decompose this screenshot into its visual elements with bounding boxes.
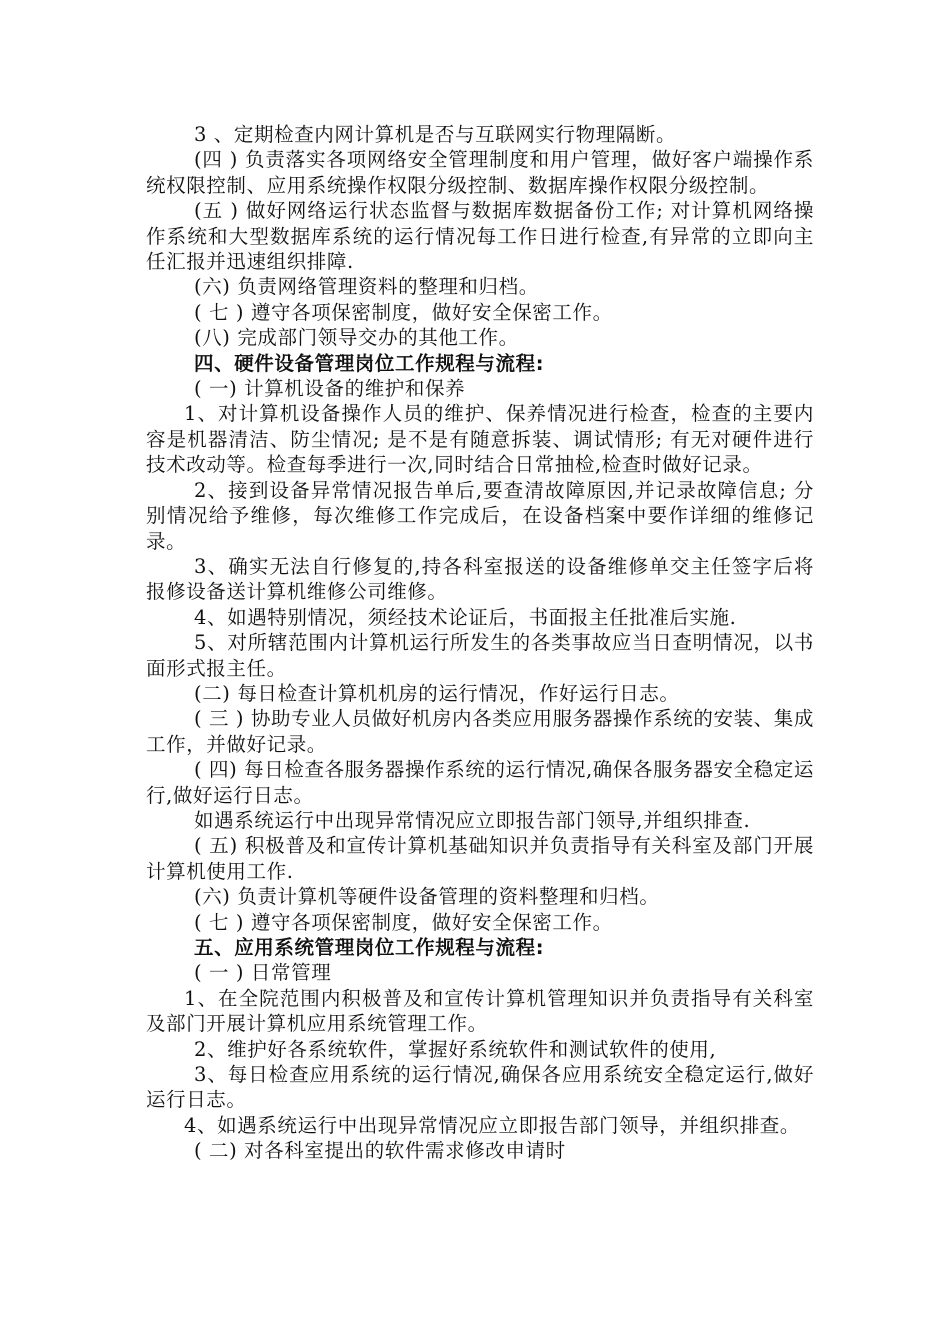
paragraph: ( 五) 积极普及和宣传计算机基础知识并负责指导有关科室及部门开展计算机使用工作. [146, 834, 814, 883]
paragraph: 2、接到设备异常情况报告单后,要查清故障原因,并记录故障信息; 分别情况给予维修，每次维修工作完成后，在设备档案中要作详细的维修记录。 [146, 478, 814, 553]
paragraph: (八) 完成部门领导交办的其他工作。 [194, 326, 519, 350]
paragraph: (六) 负责网络管理资料的整理和归档。 [194, 275, 539, 299]
paragraph: 4、如遇特别情况，须经技术论证后，书面报主任批准后实施. [194, 605, 737, 629]
subsection-heading: ( 二) 对各科室提出的软件需求修改申请时 [194, 1139, 566, 1163]
paragraph: (六) 负责计算机等硬件设备管理的资料整理和归档。 [194, 885, 660, 909]
paragraph: 3 、定期检查内网计算机是否与互联网实行物理隔断。 [194, 123, 677, 146]
paragraph: (五 ) 做好网络运行状态监督与数据库数据备份工作; 对计算机网络操作系统和大型数据库系统的运行情况每工作日进行检查,有异常的立即向主任汇报并迅速组织排障. [146, 199, 814, 274]
paragraph: 1、在全院范围内积极普及和宣传计算机管理知识并负责指导有关科室及部门开展计算机应用系统管理工作。 [146, 986, 814, 1036]
paragraph: ( 四) 每日检查各服务器操作系统的运行情况,确保各服务器安全稳定运行,做好运行日志。 [146, 758, 814, 807]
paragraph: 5、对所辖范围内计算机运行所发生的各类事故应当日查明情况，以书面形式报主任。 [146, 631, 814, 680]
paragraph: 如遇系统运行中出现异常情况应立即报告部门领导,并组织排查. [194, 808, 751, 832]
paragraph: ( 三 ) 协助专业人员做好机房内各类应用服务器操作系统的安装、集成工作，并做好记录。 [146, 707, 814, 756]
paragraph: 2、维护好各系统软件，掌握好系统软件和测试软件的使用, [194, 1037, 717, 1061]
section-heading: 五、应用系统管理岗位工作规程与流程: [194, 936, 545, 959]
paragraph: 1、对计算机设备操作人员的维护、保养情况进行检查，检查的主要内容是机器清洁、防尘情况; 是不是有随意拆装、调试情形; 有无对硬件进行技术改动等。检查每季进行一次,同时结合日常抽检,检查时做好记录。 [146, 402, 814, 477]
paragraph: (二) 每日检查计算机机房的运行情况，作好运行日志。 [194, 681, 680, 705]
document-body [146, 122, 814, 1164]
paragraph: 3、确实无法自行修复的,持各科室报送的设备维修单交主任签字后将报修设备送计算机维修公司维修。 [146, 554, 814, 604]
section-heading: 四、硬件设备管理岗位工作规程与流程: [194, 351, 545, 375]
paragraph: 3、每日检查应用系统的运行情况,确保各应用系统安全稳定运行,做好运行日志。 [146, 1063, 814, 1112]
paragraph: (四 ) 负责落实各项网络安全管理制度和用户管理，做好客户端操作系统权限控制、应用系统操作权限分级控制、数据库操作权限分级控制。 [146, 148, 814, 197]
paragraph: ( 七 ) 遵守各项保密制度，做好安全保密工作。 [194, 910, 613, 934]
subsection-heading: ( 一 ) 日常管理 [194, 961, 332, 985]
subsection-heading: ( 一) 计算机设备的维护和保养 [194, 377, 466, 401]
paragraph: 4、如遇系统运行中出现异常情况应立即报告部门领导，并组织排查。 [184, 1113, 801, 1137]
paragraph: ( 七 ) 遵守各项保密制度，做好安全保密工作。 [194, 300, 613, 324]
